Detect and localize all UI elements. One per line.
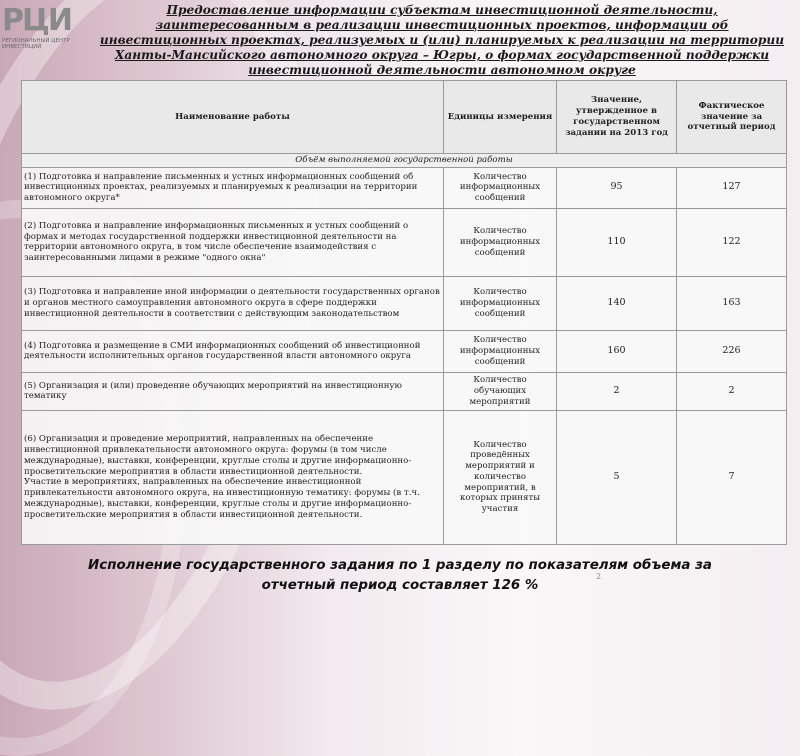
cell-actual: 163	[677, 276, 787, 330]
cell-planned: 110	[557, 208, 677, 276]
work-table-wrapper	[21, 80, 786, 545]
table-header-row	[22, 81, 787, 154]
cell-unit: Количество проведённых мероприятий и количество мероприятий, в которых приняты участия	[444, 410, 557, 544]
page-title	[92, 3, 792, 78]
cell-unit: Количество информационных сообщений	[444, 330, 557, 372]
cell-work: (5) Организация и (или) проведение обучающих мероприятий на инвестиционную тематику	[22, 372, 444, 410]
table-row	[22, 410, 787, 544]
footer-line-2: отчетный период составляет 126 %	[261, 578, 539, 593]
summary-footer	[0, 556, 800, 596]
footer-line-1: Исполнение государственного задания по 1 разделу по показателям объема за	[88, 558, 712, 573]
header-actual: Фактическое значение за отчетный период	[677, 81, 787, 154]
cell-actual: 226	[677, 330, 787, 372]
cell-actual: 7	[677, 410, 787, 544]
page-number: 2	[596, 572, 602, 581]
header-unit: Единицы измерения	[444, 81, 557, 154]
cell-planned: 160	[557, 330, 677, 372]
section-row	[22, 154, 787, 168]
cell-work: (4) Подготовка и размещение в СМИ информационных сообщений об инвестиционной деятельности исполнительных органов государственной власти автономного округа	[22, 330, 444, 372]
cell-work: (6) Организация и проведение мероприятий, направленных на обеспечение инвестиционной привлекательности автономного округа: форумы (в том числе международные), выставки, конференции, круглые столы и другие информационно-просветительские мероприятия в области инвестиционной деятельности. Участие в мероприятиях, направленных на обеспечение инвестиционной привлекательности автономного округа, на инвестиционную тематику: форумы (в т.ч. международные), выставки, конференции, круглые столы и другие информационно-просветительские мероприятия в области инвестиционной деятельности.	[22, 410, 444, 544]
logo	[2, 3, 92, 50]
cell-planned: 2	[557, 372, 677, 410]
title-rest: заинтересованным в реализации инвестиционных проектов, информации об инвестиционных проектах, реализуемых и (или) планируемых к реализации на территории Ханты-Мансийского автономного округа – Югры, о формах государственной поддержки инвестиционной деятельности автономном округе	[99, 18, 785, 77]
cell-actual: 122	[677, 208, 787, 276]
cell-work: (3) Подготовка и направление иной информации о деятельности государственных органов и органов местного самоуправления автономного округа в сфере поддержки инвестиционной деятельности в соответствии с действующим законодательством	[22, 276, 444, 330]
table-row	[22, 276, 787, 330]
section-label: Объём выполняемой государственной работы	[22, 154, 787, 168]
cell-unit: Количество информационных сообщений	[444, 167, 557, 208]
cell-actual: 2	[677, 372, 787, 410]
cell-planned: 5	[557, 410, 677, 544]
cell-planned: 140	[557, 276, 677, 330]
cell-actual: 127	[677, 167, 787, 208]
logo-mark: РЦИ	[2, 3, 71, 38]
table-row	[22, 330, 787, 372]
table-row	[22, 167, 787, 208]
header-planned: Значение, утвержденное в государственном задании на 2013 год	[557, 81, 677, 154]
cell-unit: Количество информационных сообщений	[444, 276, 557, 330]
cell-planned: 95	[557, 167, 677, 208]
cell-work: (1) Подготовка и направление письменных и устных информационных сообщений об инвестиционных проектах, реализуемых и планируемых к реализации на территории автономного округа*	[22, 167, 444, 208]
table-row	[22, 372, 787, 410]
header-work: Наименование работы	[22, 81, 444, 154]
cell-work: (2) Подготовка и направление информационных письменных и устных сообщений о формах и методах государственной поддержки инвестиционной деятельности на территории автономного округа, в том числе обеспечение взаимодействия с заинтересованными лицами в режиме "одного окна"	[22, 208, 444, 276]
work-table	[21, 80, 787, 545]
logo-text: РЕГИОНАЛЬНЫЙ ЦЕНТР ИНВЕСТИЦИЙ	[2, 38, 70, 50]
table-row	[22, 208, 787, 276]
cell-unit: Количество обучающих мероприятий	[444, 372, 557, 410]
title-line-1: Предоставление информации субъектам инвестиционной деятельности,	[166, 3, 718, 17]
cell-unit: Количество информационных сообщений	[444, 208, 557, 276]
